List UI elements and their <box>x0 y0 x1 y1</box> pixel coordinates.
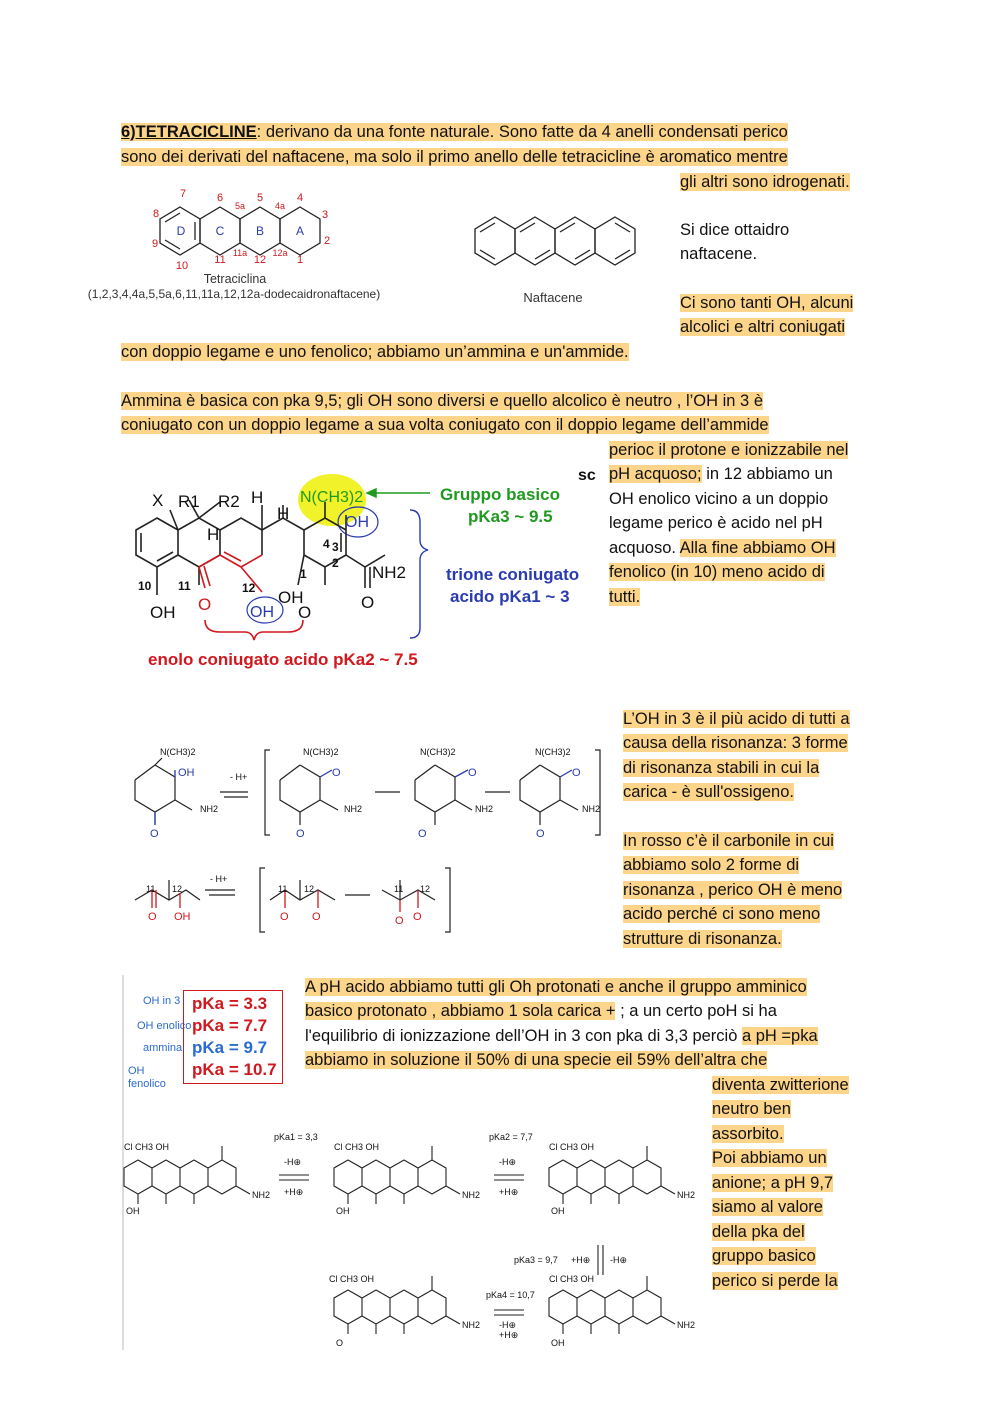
svg-text:- H+: - H+ <box>210 874 228 884</box>
naphthacene-figure <box>470 205 660 310</box>
para2-line9: tutti. <box>609 588 641 606</box>
svg-text:12: 12 <box>242 581 256 595</box>
para3-line6: abbiamo solo 2 forme di <box>623 856 800 874</box>
svg-text:11: 11 <box>214 254 226 266</box>
svg-text:O: O <box>572 767 581 779</box>
para3-line7: risonanza , perico OH è meno <box>623 881 843 899</box>
svg-text:O: O <box>332 767 341 779</box>
svg-text:N(CH3)2: N(CH3)2 <box>535 747 571 757</box>
svg-text:12: 12 <box>253 254 267 266</box>
para2-line1: Ammina è basica con pka 9,5; gli OH sono diversi e quello alcolico è neutro , l’OH in 3 è <box>121 392 763 410</box>
svg-text:O: O <box>312 911 321 923</box>
svg-text:A: A <box>295 224 305 238</box>
svg-text:NH2: NH2 <box>677 1190 696 1200</box>
label-oh-fenolico: OH fenolico <box>128 1065 166 1090</box>
para1-line5: naftacene. <box>680 245 758 263</box>
label-oh3: OH in 3 <box>143 995 181 1007</box>
svg-text:- H+: - H+ <box>230 772 248 782</box>
para4-line8: Poi abbiamo un <box>712 1149 827 1167</box>
svg-text:N(CH3)2: N(CH3)2 <box>160 747 196 757</box>
para4-line5: diventa zwitterione <box>712 1076 849 1094</box>
para4-line4: abbiamo in soluzione il 50% di una specie eil 59% dell’altra che <box>305 1051 768 1069</box>
svg-text:4: 4 <box>323 537 330 551</box>
svg-text:N(CH3)2: N(CH3)2 <box>420 747 456 757</box>
svg-text:12: 12 <box>304 884 315 894</box>
para1-line6: Ci sono tanti OH, alcuni <box>680 294 854 312</box>
svg-text:NH2: NH2 <box>475 804 494 814</box>
svg-text:6: 6 <box>216 192 224 204</box>
svg-text:-H⊕: -H⊕ <box>610 1255 628 1265</box>
para3-line3: di risonanza stabili in cui la <box>623 759 820 777</box>
svg-text:+H⊕: +H⊕ <box>499 1330 519 1340</box>
svg-text:10: 10 <box>175 260 189 272</box>
svg-text:O: O <box>150 828 159 840</box>
pka-value-1: pKa = 3.3 <box>192 994 268 1013</box>
svg-text:H: H <box>207 525 220 544</box>
svg-text:9: 9 <box>151 238 159 250</box>
svg-text:Cl CH3 OH: Cl CH3 OH <box>124 1142 170 1152</box>
svg-text:Gruppo basico: Gruppo basico <box>440 485 560 504</box>
svg-text:12a: 12a <box>272 248 288 258</box>
svg-text:Cl CH3 OH: Cl CH3 OH <box>549 1274 595 1284</box>
svg-text:Naftacene: Naftacene <box>523 290 583 305</box>
svg-text:OH: OH <box>278 588 304 607</box>
pka-value-3: pKa = 9.7 <box>192 1038 268 1057</box>
svg-text:4: 4 <box>296 192 304 204</box>
svg-text:O: O <box>418 828 427 840</box>
svg-text:1: 1 <box>300 567 307 581</box>
svg-text:H: H <box>251 488 264 507</box>
svg-text:-H⊕: -H⊕ <box>499 1157 517 1167</box>
resonance-scheme-figure <box>120 740 610 940</box>
svg-text:OH: OH <box>150 603 176 622</box>
svg-text:N(CH3)2: N(CH3)2 <box>300 489 364 506</box>
svg-text:2: 2 <box>323 235 331 247</box>
svg-text:NH2: NH2 <box>677 1320 696 1330</box>
svg-text:3: 3 <box>321 209 329 221</box>
svg-text:5a: 5a <box>234 201 246 211</box>
svg-text:11: 11 <box>278 884 288 894</box>
svg-text:R2: R2 <box>218 492 240 511</box>
section-title: 6)TETRACICLINE <box>121 123 257 141</box>
svg-text:O: O <box>536 828 545 840</box>
svg-text:B: B <box>255 224 265 238</box>
svg-text:NH2: NH2 <box>462 1190 481 1200</box>
svg-text:sc: sc <box>578 467 596 484</box>
svg-text:pKa4 = 10,7: pKa4 = 10,7 <box>486 1290 535 1300</box>
svg-text:pKa2 = 7,7: pKa2 = 7,7 <box>489 1132 533 1142</box>
svg-text:C: C <box>215 224 225 238</box>
svg-text:-H⊕: -H⊕ <box>284 1157 302 1167</box>
svg-text:11: 11 <box>146 884 156 894</box>
label-oh-enolico: OH enolico <box>137 1020 192 1032</box>
para1-line3: gli altri sono idrogenati. <box>680 173 850 191</box>
svg-text:OH: OH <box>250 604 274 621</box>
svg-text:trione coniugato: trione coniugato <box>446 565 580 584</box>
para1-line2: sono dei derivati del naftacene, ma solo il primo anello delle tetracicline è aromatico mentre <box>121 148 788 166</box>
para2-line6: legame perico è acido nel pH <box>609 514 823 532</box>
para1-line7: alcolici e altri coniugati <box>680 318 846 336</box>
svg-text:pKa1 = 3,3: pKa1 = 3,3 <box>274 1132 318 1142</box>
para2-line4: pH acquoso; in 12 abbiamo un <box>609 465 833 483</box>
para2-line5: OH enolico vicino a un doppio <box>609 490 829 508</box>
svg-text:X: X <box>152 491 164 510</box>
svg-text:O: O <box>280 911 289 923</box>
para3-line4: carica - è sull'ossigeno. <box>623 783 794 801</box>
svg-text:11a: 11a <box>232 248 248 258</box>
svg-text:O: O <box>198 595 212 614</box>
para4-line3: l'equilibrio di ionizzazione dell’OH in 3 con pka di 3,3 perciò a pH =pka <box>305 1027 818 1045</box>
para4-line12: gruppo basico <box>712 1247 816 1265</box>
para2-line7: acquoso. Alla fine abbiamo OH <box>609 539 836 557</box>
para4-line13: perico si perde la <box>712 1272 838 1290</box>
pka-box <box>183 990 283 1084</box>
svg-text:-H⊕: -H⊕ <box>499 1320 517 1330</box>
svg-text:11: 11 <box>178 579 191 593</box>
svg-text:NH2: NH2 <box>372 563 407 582</box>
svg-text:D: D <box>176 224 186 238</box>
para4-line7: assorbito. <box>712 1125 784 1143</box>
svg-text:12: 12 <box>172 884 183 894</box>
svg-text:pKa3 ~ 9.5: pKa3 ~ 9.5 <box>468 507 553 526</box>
svg-text:acido pKa1 ~ 3: acido pKa1 ~ 3 <box>450 587 570 606</box>
svg-text:pKa3 = 9,7: pKa3 = 9,7 <box>514 1255 558 1265</box>
para4-line1: A pH acido abbiamo tutti gli Oh protonati e anche il gruppo amminico <box>305 978 807 996</box>
tetracycline-skeleton-figure <box>87 185 470 310</box>
svg-text:OH: OH <box>174 911 191 923</box>
svg-text:+H⊕: +H⊕ <box>284 1187 304 1197</box>
para2-line2: coniugato con un doppio legame a sua volta coniugato con il doppio legame dell’ammide <box>121 416 769 434</box>
svg-text:10: 10 <box>138 579 152 593</box>
para4-line11: della pka del <box>712 1223 805 1241</box>
svg-text:5: 5 <box>256 192 264 204</box>
para3-line8: acido perché ci sono meno <box>623 905 821 923</box>
svg-text:OH: OH <box>336 1206 350 1216</box>
svg-text:O: O <box>296 828 305 840</box>
svg-text:+H⊕: +H⊕ <box>571 1255 591 1265</box>
svg-text:NH2: NH2 <box>582 804 601 814</box>
svg-text:8: 8 <box>152 208 160 220</box>
svg-text:OH: OH <box>126 1206 140 1216</box>
para3-line1: L’OH in 3 è il più acido di tutti a <box>623 710 850 728</box>
svg-text:OH: OH <box>551 1206 565 1216</box>
svg-text:Tetraciclina: Tetraciclina <box>203 272 267 286</box>
svg-text:O: O <box>468 767 477 779</box>
svg-text:+H⊕: +H⊕ <box>499 1187 519 1197</box>
svg-text:NH2: NH2 <box>344 804 363 814</box>
svg-text:NH2: NH2 <box>200 804 219 814</box>
para1-line1: 6)TETRACICLINE: derivano da una fonte naturale. Sono fatte da 4 anelli condensati perico <box>121 123 788 141</box>
svg-text:7: 7 <box>179 188 187 200</box>
svg-text:11: 11 <box>394 884 404 894</box>
svg-text:Cl CH3 OH: Cl CH3 OH <box>329 1274 375 1284</box>
svg-text:enolo coniugato acido pKa2 ~ 7: enolo coniugato acido pKa2 ~ 7.5 <box>148 650 418 669</box>
para2-line3: perioc il protone e ionizzabile nel <box>609 441 849 459</box>
para4-line10: siamo al valore <box>712 1198 823 1216</box>
svg-text:O: O <box>336 1338 344 1348</box>
para4-line6: neutro ben <box>712 1100 791 1118</box>
svg-text:12: 12 <box>420 884 431 894</box>
svg-text:3: 3 <box>332 540 339 554</box>
label-ammina: ammina <box>143 1042 183 1054</box>
para4-line2: basico protonato , abbiamo 1 sola carica + ; a un certo poH si ha <box>305 1002 777 1020</box>
para1-line4: Si dice ottaidro <box>680 221 790 239</box>
svg-text:OH: OH <box>178 767 195 779</box>
svg-text:NH2: NH2 <box>462 1320 481 1330</box>
para3-line2: causa della risonanza: 3 forme <box>623 734 848 752</box>
tetracycline-pka-figure <box>120 460 600 675</box>
svg-text:(1,2,3,4,4a,5,5a,6,11,11a,12,1: (1,2,3,4,4a,5,5a,6,11,11a,12,12a-dodecaidronaftacene) <box>87 287 381 301</box>
svg-text:O: O <box>298 603 312 622</box>
svg-text:1: 1 <box>296 254 304 266</box>
para3-line5: In rosso c’è il carbonile in cui <box>623 832 834 850</box>
pka-value-4: pKa = 10.7 <box>192 1060 277 1079</box>
svg-text:R1: R1 <box>178 492 200 511</box>
svg-text:N(CH3)2: N(CH3)2 <box>303 747 339 757</box>
svg-text:OH: OH <box>345 514 369 531</box>
svg-text:O: O <box>413 911 422 923</box>
ionization-equilibria-figure <box>124 1120 704 1355</box>
pka-value-2: pKa = 7.7 <box>192 1016 268 1035</box>
svg-text:O: O <box>395 915 404 927</box>
para4-line9: anione; a pH 9,7 <box>712 1174 834 1192</box>
svg-text:O: O <box>361 593 375 612</box>
svg-text:Cl CH3 OH: Cl CH3 OH <box>334 1142 380 1152</box>
para1-line8: con doppio legame e uno fenolico; abbiamo un’ammina e un'ammide. <box>121 343 629 361</box>
para2-line8: fenolico (in 10) meno acido di <box>609 563 825 581</box>
svg-text:O: O <box>148 911 157 923</box>
svg-text:Cl CH3 OH: Cl CH3 OH <box>549 1142 595 1152</box>
para3-line9: strutture di risonanza. <box>623 930 782 948</box>
svg-text:NH2: NH2 <box>252 1190 271 1200</box>
svg-text:4a: 4a <box>274 201 286 211</box>
svg-text:H: H <box>277 504 290 523</box>
svg-text:OH: OH <box>551 1338 565 1348</box>
svg-text:2: 2 <box>332 556 339 570</box>
